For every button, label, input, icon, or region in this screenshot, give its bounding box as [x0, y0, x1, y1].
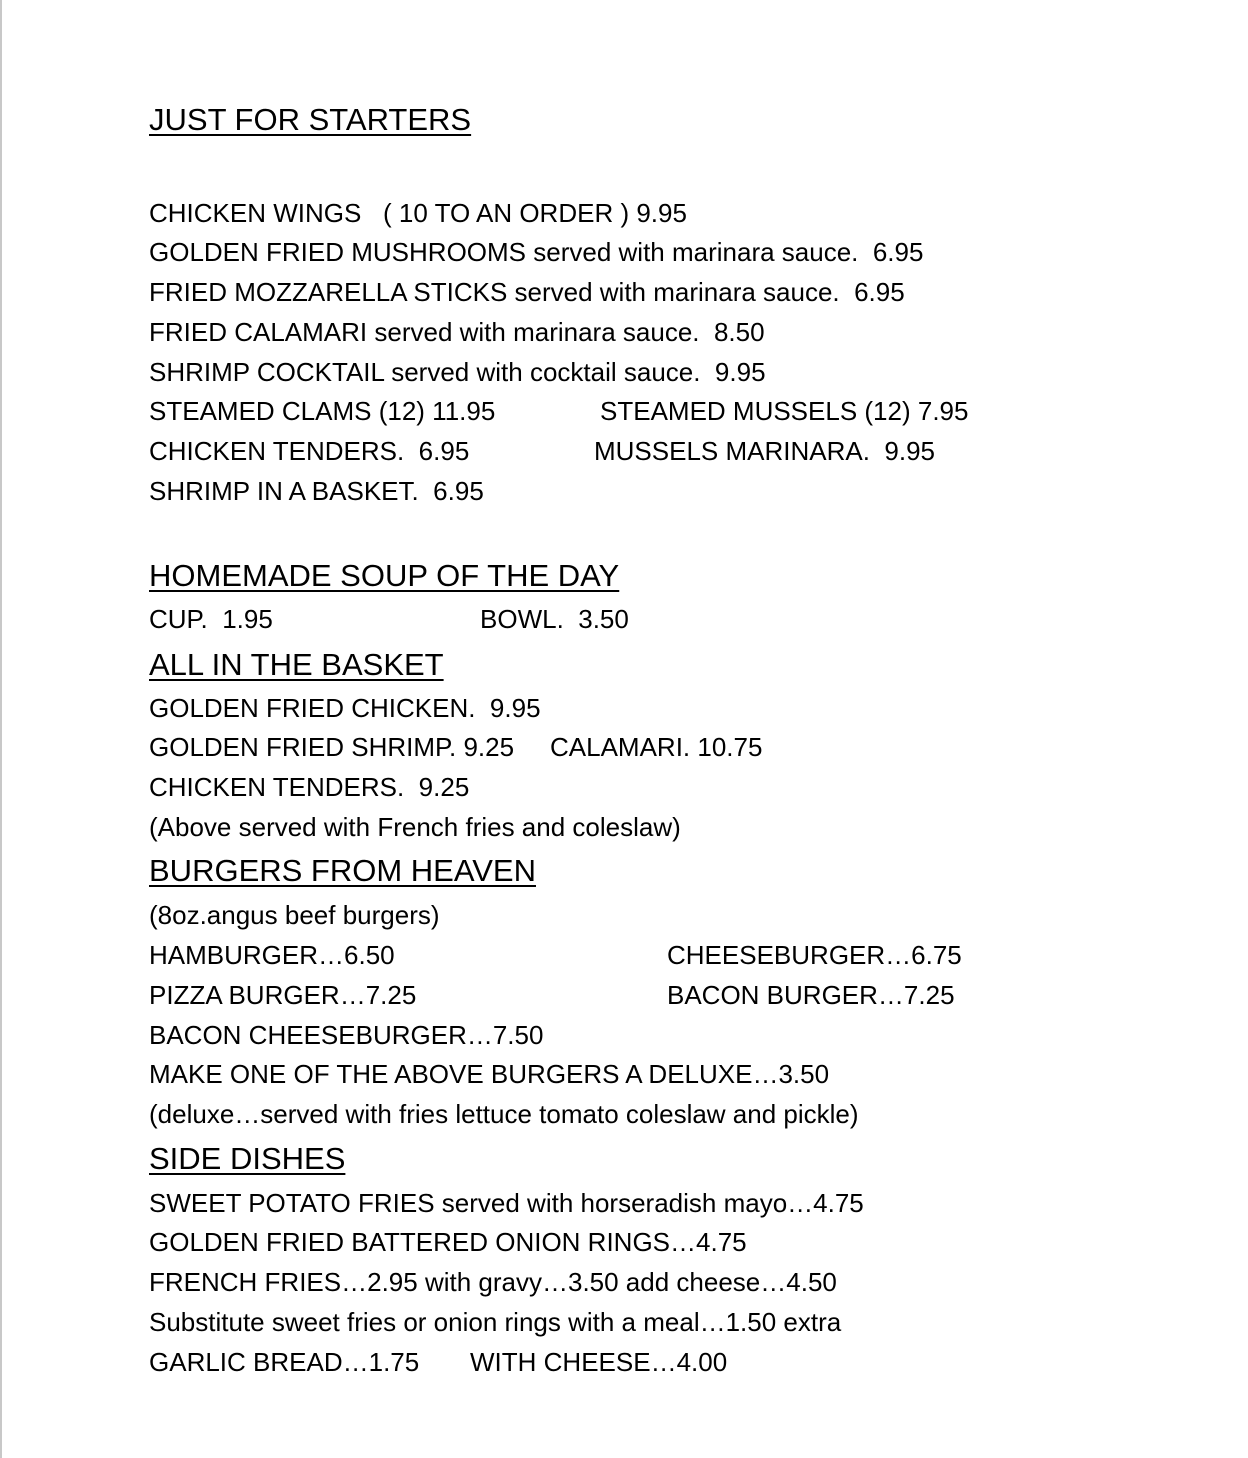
- starters-heading: JUST FOR STARTERS: [149, 102, 472, 137]
- item-steamed-mussels: STEAMED MUSSELS (12) 7.95: [600, 396, 969, 426]
- menu-line: [149, 727, 1209, 767]
- menu-line: [149, 1183, 1209, 1223]
- menu-line: [149, 1342, 1209, 1382]
- item-french-fries: FRENCH FRIES…2.95 with gravy…3.50 add cheese…4.50: [149, 1267, 837, 1297]
- menu-line: [149, 193, 1209, 233]
- page-left-edge: [0, 0, 2, 1458]
- item-chicken-wings: CHICKEN WINGS ( 10 TO AN ORDER ) 9.95: [149, 198, 687, 228]
- basket-heading: ALL IN THE BASKET: [149, 647, 444, 682]
- item-bacon-burger: BACON BURGER…7.25: [667, 980, 955, 1010]
- menu-line: [149, 688, 1209, 728]
- item-golden-fried-chicken: GOLDEN FRIED CHICKEN. 9.95: [149, 693, 541, 723]
- burgers-heading: BURGERS FROM HEAVEN: [149, 853, 536, 888]
- item-cheeseburger: CHEESEBURGER…6.75: [667, 940, 962, 970]
- menu-line: [149, 312, 1209, 352]
- item-onion-rings: GOLDEN FRIED BATTERED ONION RINGS…4.75: [149, 1227, 747, 1257]
- item-shrimp-basket: SHRIMP IN A BASKET. 6.95: [149, 476, 484, 506]
- item-mussels-marinara: MUSSELS MARINARA. 9.95: [594, 436, 935, 466]
- menu-line: [149, 1222, 1209, 1262]
- menu-line: [149, 1262, 1209, 1302]
- menu-line: [149, 1015, 1209, 1055]
- menu-line: [149, 471, 1209, 511]
- menu-line: [149, 352, 1209, 392]
- menu-line: [149, 895, 1209, 935]
- item-shrimp-cocktail: SHRIMP COCKTAIL served with cocktail sauce. 9.95: [149, 357, 766, 387]
- item-golden-fried-shrimp: GOLDEN FRIED SHRIMP. 9.25: [149, 732, 515, 762]
- menu-line: [149, 1054, 1209, 1094]
- menu-line: [149, 1094, 1209, 1134]
- item-soup-cup: CUP. 1.95: [149, 604, 273, 634]
- menu-line: [149, 1302, 1209, 1342]
- item-basket-chicken-tenders: CHICKEN TENDERS. 9.25: [149, 772, 470, 802]
- soup-heading: HOMEMADE SOUP OF THE DAY: [149, 558, 620, 593]
- menu-line: [149, 431, 1209, 471]
- menu-line: [149, 935, 1209, 975]
- item-deluxe: MAKE ONE OF THE ABOVE BURGERS A DELUXE…3.50: [149, 1059, 830, 1089]
- item-fried-calamari: FRIED CALAMARI served with marinara sauce. 8.50: [149, 317, 765, 347]
- item-garlic-bread-cheese: WITH CHEESE…4.00: [470, 1347, 728, 1377]
- deluxe-note: (deluxe…served with fries lettuce tomato coleslaw and pickle): [149, 1099, 859, 1129]
- burgers-note: (8oz.angus beef burgers): [149, 900, 440, 930]
- menu-line: [149, 767, 1209, 807]
- basket-note: (Above served with French fries and coleslaw): [149, 812, 681, 842]
- item-pizza-burger: PIZZA BURGER…7.25: [149, 980, 417, 1010]
- item-fried-mushrooms: GOLDEN FRIED MUSHROOMS served with marinara sauce. 6.95: [149, 237, 924, 267]
- item-hamburger: HAMBURGER…6.50: [149, 940, 395, 970]
- item-bacon-cheeseburger: BACON CHEESEBURGER…7.50: [149, 1020, 544, 1050]
- sides-heading: SIDE DISHES: [149, 1141, 346, 1176]
- item-basket-calamari: CALAMARI. 10.75: [550, 732, 763, 762]
- menu-line: [149, 975, 1209, 1015]
- item-chicken-tenders: CHICKEN TENDERS. 6.95: [149, 436, 470, 466]
- item-steamed-clams: STEAMED CLAMS (12) 11.95: [149, 396, 496, 426]
- substitute-note: Substitute sweet fries or onion rings with a meal…1.50 extra: [149, 1307, 842, 1337]
- menu-line: [149, 272, 1209, 312]
- menu-line: [149, 232, 1209, 272]
- menu-line: [149, 807, 1209, 847]
- menu-line: [149, 391, 1209, 431]
- item-mozzarella-sticks: FRIED MOZZARELLA STICKS served with marinara sauce. 6.95: [149, 277, 905, 307]
- item-garlic-bread: GARLIC BREAD…1.75: [149, 1347, 420, 1377]
- menu-line: [149, 599, 1209, 639]
- item-soup-bowl: BOWL. 3.50: [480, 604, 629, 634]
- item-sweet-potato-fries: SWEET POTATO FRIES served with horseradish mayo…4.75: [149, 1188, 864, 1218]
